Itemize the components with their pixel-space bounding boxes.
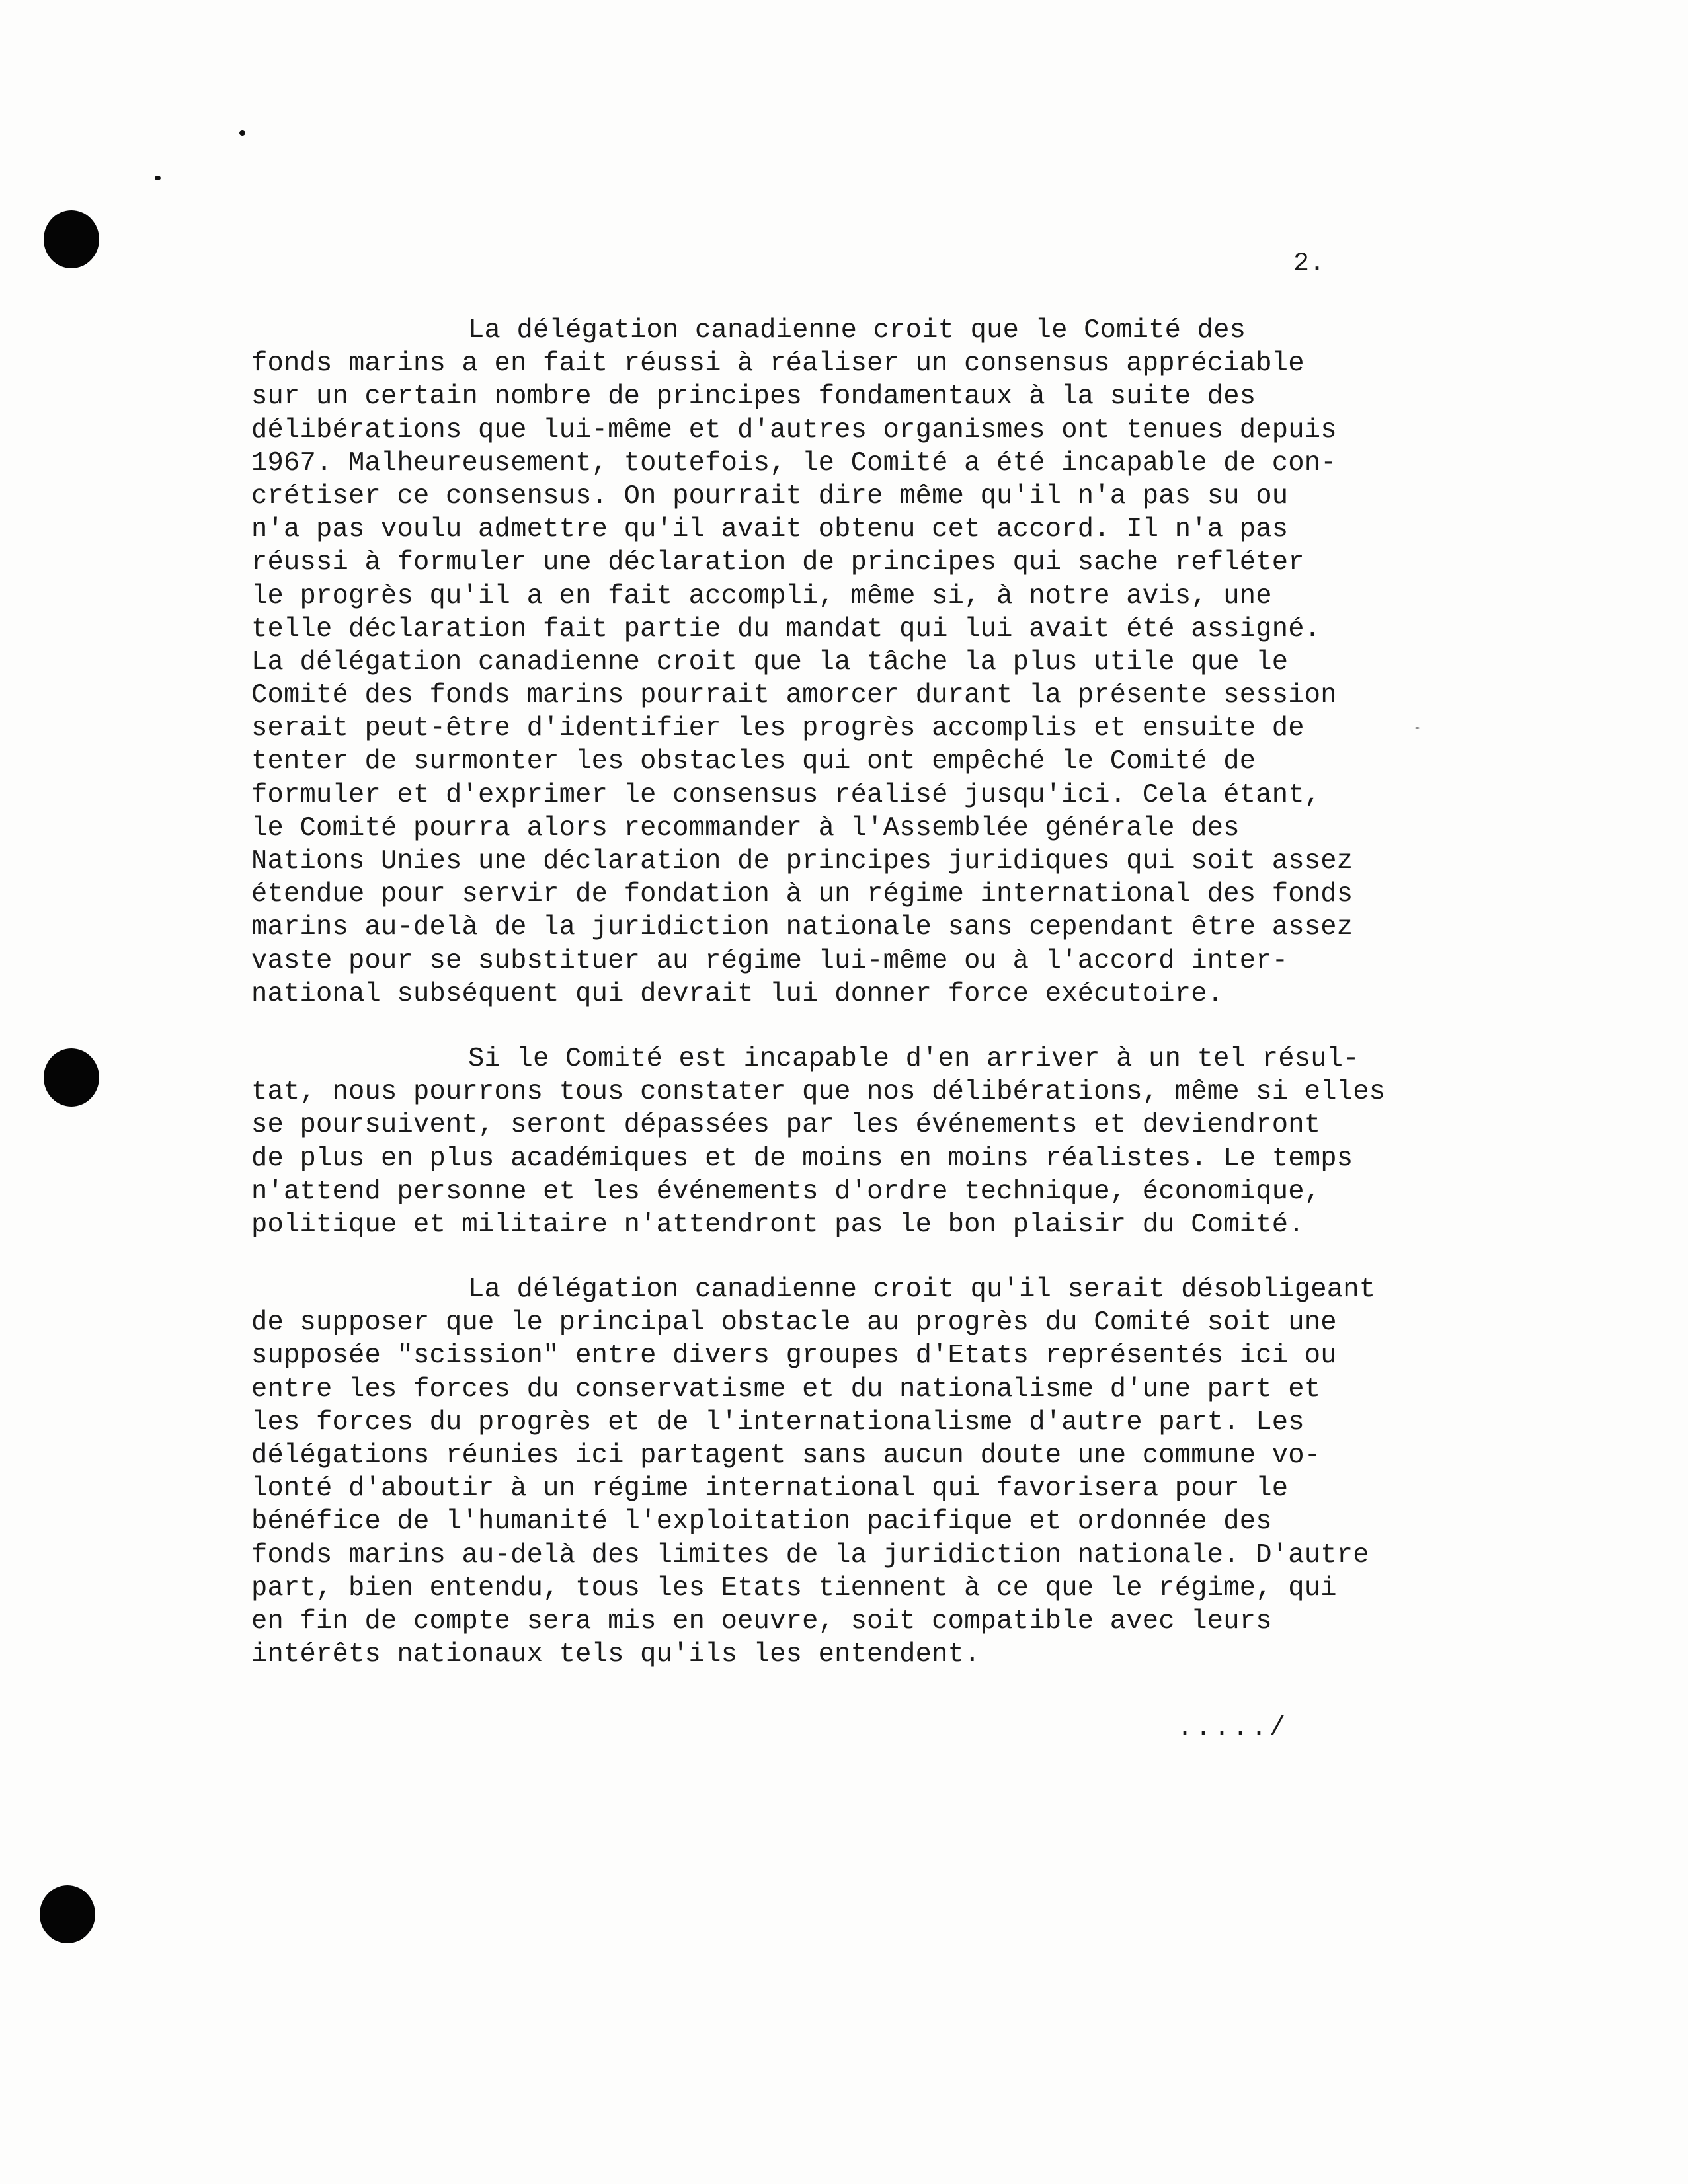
text-line: se poursuivent, seront dépassées par les événements et deviendront	[251, 1110, 1321, 1141]
ink-speck	[155, 176, 161, 180]
text-line: telle déclaration fait partie du mandat qui lui avait été assigné.	[251, 613, 1321, 644]
text-line: La délégation canadienne croit que la tâche la plus utile que le	[251, 646, 1289, 678]
text-line: La délégation canadienne croit qu'il serait désobligeant	[468, 1274, 1376, 1306]
text-line: politique et militaire n'attendront pas le bon plaisir du Comité.	[251, 1209, 1305, 1240]
paragraph-2	[251, 1042, 1435, 1241]
page-number: 2.	[1293, 249, 1326, 279]
text-line: crétiser ce consensus. On pourrait dire même qu'il n'a pas su ou	[251, 481, 1289, 512]
punch-hole-bottom	[40, 1885, 95, 1943]
text-line: lonté d'aboutir à un régime international qui favorisera pour le	[251, 1473, 1289, 1504]
text-line: de supposer que le principal obstacle au progrès du Comité soit une	[251, 1307, 1337, 1339]
text-line: délégations réunies ici partagent sans aucun doute une commune vo-	[251, 1440, 1321, 1471]
text-line: tat, nous pourrons tous constater que nos délibérations, même si elles	[251, 1077, 1386, 1108]
text-line: Comité des fonds marins pourrait amorcer durant la présente session	[251, 680, 1337, 711]
text-line: intérêts nationaux tels qu'ils les entendent.	[251, 1639, 981, 1670]
text-line: sur un certain nombre de principes fondamentaux à la suite des	[251, 381, 1256, 412]
text-line: étendue pour servir de fondation à un régime international des fonds	[251, 879, 1353, 910]
text-line: délibérations que lui-même et d'autres organismes ont tenues depuis	[251, 414, 1337, 446]
text-line: entre les forces du conservatisme et du nationalisme d'une part et	[251, 1374, 1321, 1405]
text-line: national subséquent qui devrait lui donner force exécutoire.	[251, 978, 1224, 1009]
text-line: les forces du progrès et de l'internationalisme d'autre part. Les	[251, 1407, 1305, 1438]
ink-speck	[239, 130, 245, 136]
text-line: Nations Unies une déclaration de principes juridiques qui soit assez	[251, 846, 1353, 877]
text-line: le Comité pourra alors recommander à l'Assemblée générale des	[251, 812, 1240, 843]
text-line: serait peut-être d'identifier les progrès accomplis et ensuite de	[251, 713, 1305, 744]
text-line: vaste pour se substituer au régime lui-même ou à l'accord inter-	[251, 945, 1289, 976]
text-line: 1967. Malheureusement, toutefois, le Comité a été incapable de con-	[251, 448, 1337, 479]
paragraph-3	[251, 1273, 1435, 1671]
text-line: supposée "scission" entre divers groupes d'Etats représentés ici ou	[251, 1341, 1337, 1372]
text-line: marins au-delà de la juridiction nationale sans cependant être assez	[251, 912, 1353, 943]
punch-hole-middle	[44, 1048, 99, 1107]
text-line: formuler et d'exprimer le consensus réalisé jusqu'ici. Cela étant,	[251, 779, 1321, 810]
text-line: le progrès qu'il a en fait accompli, même si, à notre avis, une	[251, 580, 1272, 611]
continuation-mark: ...../	[1177, 1713, 1289, 1743]
text-line: tenter de surmonter les obstacles qui ont empêché le Comité de	[251, 746, 1256, 777]
text-line: Si le Comité est incapable d'en arriver à un tel résul-	[468, 1043, 1359, 1074]
text-line: part, bien entendu, tous les Etats tiennent à ce que le régime, qui	[251, 1573, 1337, 1604]
text-line: bénéfice de l'humanité l'exploitation pacifique et ordonnée des	[251, 1506, 1272, 1538]
text-line: fonds marins a en fait réussi à réaliser un consensus appréciable	[251, 348, 1305, 379]
text-line: n'attend personne et les événements d'ordre technique, économique,	[251, 1176, 1321, 1207]
text-line: de plus en plus académiques et de moins en moins réalistes. Le temps	[251, 1143, 1353, 1174]
text-line: réussi à formuler une déclaration de principes qui sache refléter	[251, 547, 1305, 578]
text-line: fonds marins au-delà des limites de la juridiction nationale. D'autre	[251, 1540, 1369, 1571]
document-body	[251, 314, 1435, 1703]
text-line: La délégation canadienne croit que le Comité des	[468, 315, 1246, 346]
punch-hole-top	[44, 210, 99, 268]
paragraph-1	[251, 314, 1435, 1011]
text-line: en fin de compte sera mis en oeuvre, soit compatible avec leurs	[251, 1606, 1272, 1637]
text-line: n'a pas voulu admettre qu'il avait obtenu cet accord. Il n'a pas	[251, 514, 1289, 545]
